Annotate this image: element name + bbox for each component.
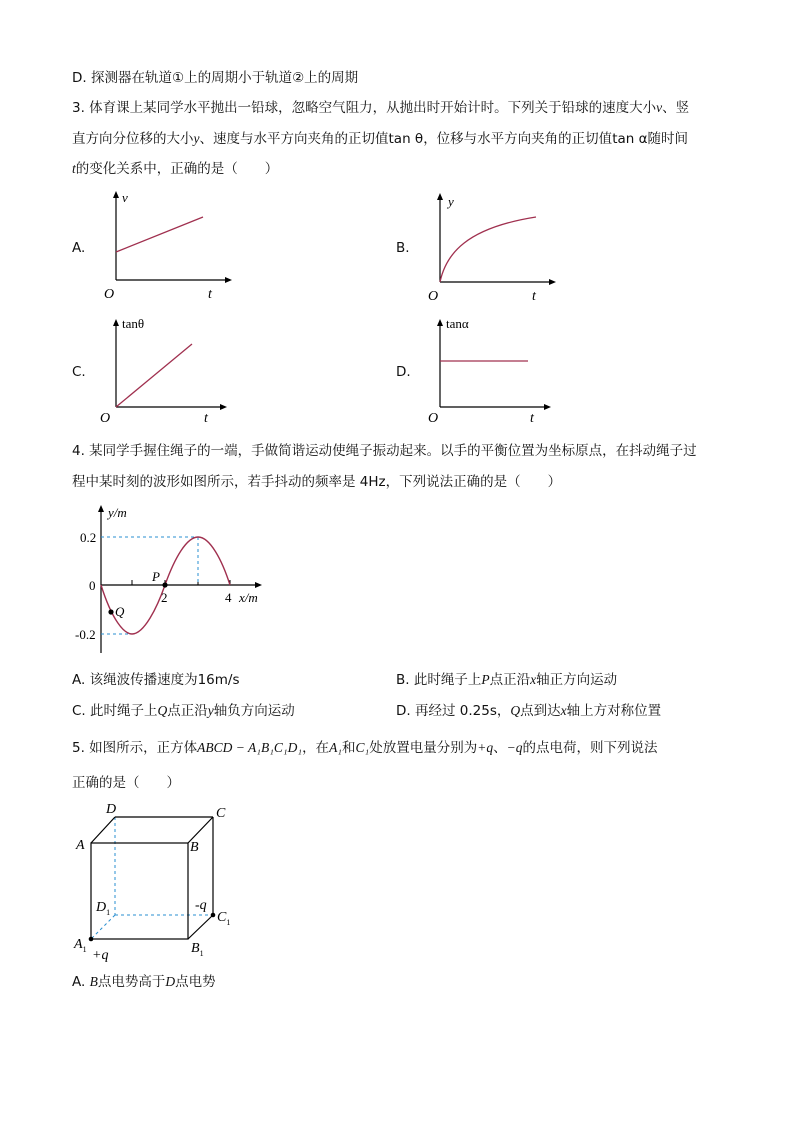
q3-option-c-label: C. bbox=[72, 364, 86, 380]
charge-plus-q bbox=[89, 937, 94, 942]
y-tick-0.2: 0.2 bbox=[80, 530, 97, 545]
displacement-curve bbox=[440, 217, 536, 282]
axis-label-v: v bbox=[122, 190, 128, 205]
x-axis-label: x/m bbox=[239, 590, 258, 605]
vertex-b: B bbox=[190, 840, 199, 855]
x-tick-2: 2 bbox=[161, 590, 168, 605]
axis-label-t: t bbox=[204, 411, 208, 426]
q4-stem-line1: 4. 某同学手握住绳子的一端，手做简谐运动使绳子振动起来。以手的平衡位置为坐标原点，在抖动绳子过 bbox=[72, 443, 697, 459]
vertex-a: A bbox=[76, 838, 85, 853]
q4-option-b: B. 此时绳子上P点正沿x轴正方向运动 bbox=[396, 672, 618, 688]
q3-stem-line3: t的变化关系中，正确的是（ ） bbox=[72, 161, 279, 177]
q3-option-d-label: D. bbox=[396, 364, 411, 380]
axis-label-tan-alpha: tanα bbox=[446, 316, 469, 331]
q4-option-d: D. 再经过 0.25s，Q点到达x轴上方对称位置 bbox=[396, 703, 662, 719]
point-q-label: Q bbox=[115, 604, 125, 619]
axis-label-t: t bbox=[530, 411, 534, 426]
tan-theta-line bbox=[116, 344, 192, 407]
q5-cube-diagram bbox=[72, 798, 242, 968]
vertex-a1: $A_1$ bbox=[74, 937, 87, 954]
q3-graph-b bbox=[424, 192, 564, 307]
q3-option-a-label: A. bbox=[72, 240, 86, 256]
q4-stem-line2: 程中某时刻的波形如图所示，若手抖动的频率是 4Hz，下列说法正确的是（ ） bbox=[72, 474, 562, 490]
vertex-c: C bbox=[216, 806, 226, 821]
q4-wave-graph bbox=[72, 500, 272, 660]
q5-stem-line1: 5. 如图所示，正方体ABCD − A₁B₁C₁D₁，在A₁和C₁处放置电量分别为+q、−q的点电荷，则下列说法 bbox=[72, 740, 658, 756]
q3-stem-line2: 直方向分位移的大小y、速度与水平方向夹角的正切值tan θ，位移与水平方向夹角的正切值tan α随时间 bbox=[72, 131, 688, 147]
velocity-line bbox=[116, 217, 203, 252]
origin-label: O bbox=[428, 289, 439, 304]
y-tick-0: 0 bbox=[89, 578, 96, 593]
vertex-c1: $C_1$ bbox=[217, 910, 231, 927]
q2-option-d: D. 探测器在轨道①上的周期小于轨道②上的周期 bbox=[72, 70, 359, 86]
q3-graph-a bbox=[100, 190, 240, 305]
q3-graph-d bbox=[424, 314, 564, 429]
q4-option-c: C. 此时绳子上Q点正沿y轴负方向运动 bbox=[72, 703, 295, 719]
q5-stem-line2: 正确的是（ ） bbox=[72, 775, 180, 791]
q4-option-a: A. 该绳波传播速度为16m/s bbox=[72, 672, 240, 688]
q3-graph-c bbox=[100, 314, 240, 429]
origin-label: O bbox=[104, 287, 115, 302]
charge-minus-q bbox=[211, 913, 216, 918]
y-axis-label: y/m bbox=[108, 505, 127, 520]
q3-stem-line1: 3. 体育课上某同学水平抛出一铅球，忽略空气阻力，从抛出时开始计时。下列关于铅球的速度大小v、竖 bbox=[72, 100, 690, 116]
point-p-label: P bbox=[152, 569, 160, 584]
axis-label-tan-theta: tanθ bbox=[122, 316, 145, 331]
axis-label-y: y bbox=[448, 194, 454, 209]
point-p bbox=[162, 582, 167, 587]
point-q bbox=[108, 609, 113, 614]
vertex-b1: $B_1$ bbox=[191, 941, 204, 958]
origin-label: O bbox=[428, 411, 439, 426]
q5-option-a: A. B点电势高于D点电势 bbox=[72, 974, 216, 990]
charge-plus-q-label: +q bbox=[92, 948, 109, 963]
origin-label: O bbox=[100, 411, 111, 426]
x-tick-4: 4 bbox=[225, 590, 232, 605]
axis-label-t: t bbox=[208, 287, 212, 302]
vertex-d: D bbox=[106, 802, 117, 817]
q3-option-b-label: B. bbox=[396, 240, 410, 256]
vertex-d1: $D_1$ bbox=[96, 900, 111, 917]
axis-label-t: t bbox=[532, 289, 536, 304]
charge-minus-q-label: -q bbox=[195, 898, 207, 913]
y-tick-minus-0.2: -0.2 bbox=[75, 627, 96, 642]
